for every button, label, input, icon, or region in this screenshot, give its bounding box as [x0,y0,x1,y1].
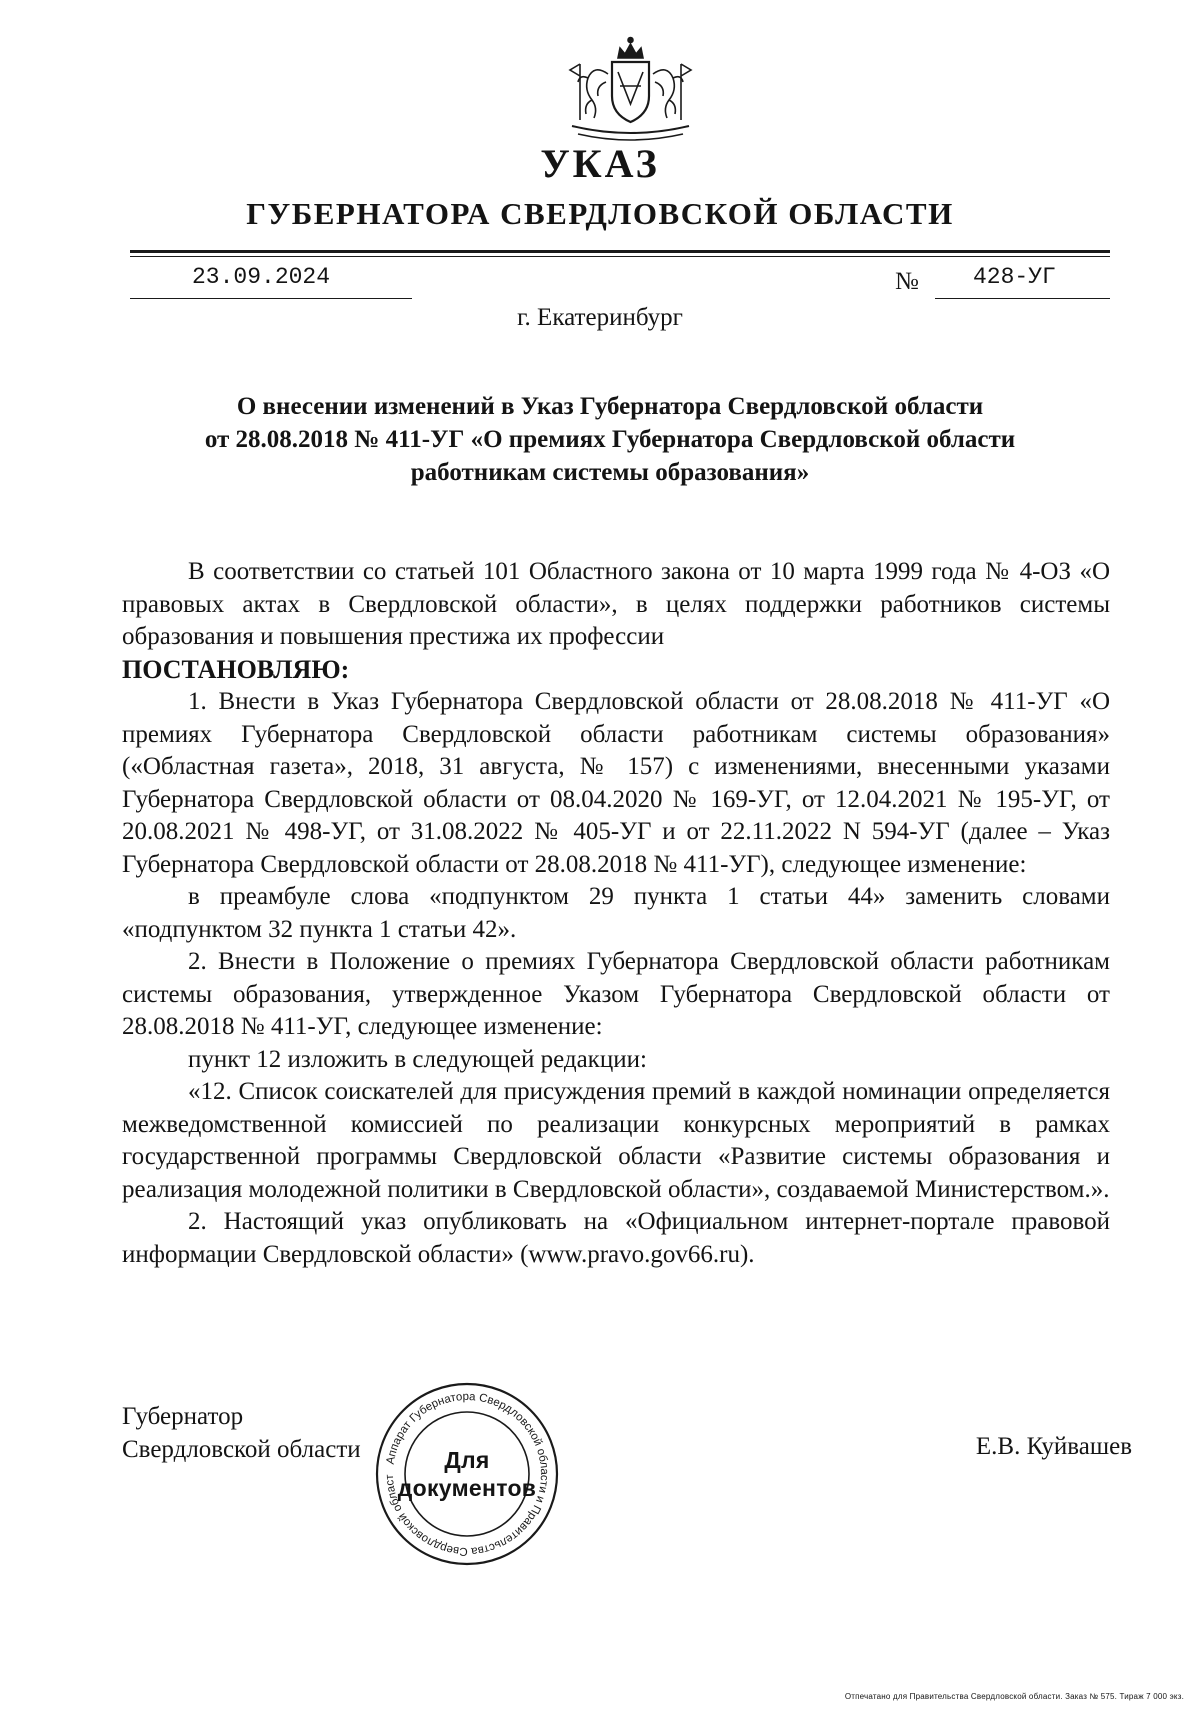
coat-of-arms-icon [558,34,703,146]
stamp-center-line: Для [444,1447,490,1473]
signatory-position-line: Свердловской области [122,1436,361,1463]
heading-line: работникам системы образования» [410,459,810,486]
clause-2: 2. Внести в Положение о премиях Губернатора Свердловской области работникам системы образования, утвержденное Указом Губернатора Свердловской области от 28.08.2018 № 411-УГ, следующее изменение: [122,948,1110,1040]
clause-1: 1. Внести в Указ Губернатора Свердловской области от 28.08.2018 № 411-УГ «О премиях Губернатора Свердловской области работникам системы образования» («Областная газета», 2018, 31 августа, № 157) с изменениями, внесенными указами Губернатора Свердловской области от 08.04.2020 № 169-УГ, от 12.04.2021 № 195-УГ, от 20.08.2021 № 498-УГ, от 31.08.2022 № 405-УГ и от 22.11.2022 N 594-УГ (далее – Указ Губернатора Свердловской области от 28.08.2018 № 411-УГ), следующее изменение: [122,688,1110,878]
preamble: В соответствии со статьей 101 Областного закона от 10 марта 1999 года № 4-ОЗ «О правовых актах в Свердловской области», в целях поддержки работников системы образования и повышения престижа их профессии [122,558,1110,650]
signatory-position [122,1400,361,1466]
clause-3: 2. Настоящий указ опубликовать на «Официальном интернет-портале правовой информации Свердловской области» (www.pravo.gov66.ru). [122,1208,1110,1268]
clause-2-change: пункт 12 изложить в следующей редакции: [188,1045,647,1073]
issuer-title: ГУБЕРНАТОРА СВЕРДЛОВСКОЙ ОБЛАСТИ [246,196,954,231]
decree-word: ПОСТАНОВЛЯЮ: [122,654,350,684]
document-number: 428-УГ [973,264,1056,290]
city: г. Екатеринбург [517,304,683,331]
heading-line: от 28.08.2018 № 411-УГ «О премиях Губернатора Свердловской области [204,426,1016,453]
signatory-name: Е.В. Куйвашев [975,1433,1132,1460]
clause-2-new-text: «12. Список соискателей для присуждения премий в каждой номинации определяется межведомственной комиссией по реализации конкурсных мероприятий в рамках государственной программы Свердловской области «Развитие системы образования и реализация молодежной политики в Свердловской области», создаваемой Министерством.». [122,1078,1110,1203]
stamp-center [373,1446,561,1502]
number-field [935,262,1110,299]
document-type-title: УКАЗ [540,141,660,186]
header-rule [130,250,1110,253]
header-rule-thin [130,256,1110,257]
number-label: № [895,268,919,295]
clause-1-change: в преамбуле слова «подпунктом 29 пункта 1 статьи 44» заменить словами «подпунктом 32 пункта 1 статьи 42». [122,883,1110,943]
document-heading [150,390,1070,489]
date-field [130,262,412,299]
document-date: 23.09.2024 [192,264,331,290]
stamp-ring-text: Аппарат Губернатора Свердловской области и Правительства Свердловской област [383,1390,551,1558]
signatory-position-line: Губернатор [122,1403,244,1430]
heading-line: О внесении изменений в Указ Губернатора Свердловской области [236,393,984,420]
official-stamp [373,1380,561,1568]
document-body [122,556,1110,1271]
print-imprint: Отпечатано для Правительства Свердловской области. Заказ № 575. Тираж 7 000 экз. [844,1692,1184,1701]
stamp-center-line: документов [397,1475,537,1501]
